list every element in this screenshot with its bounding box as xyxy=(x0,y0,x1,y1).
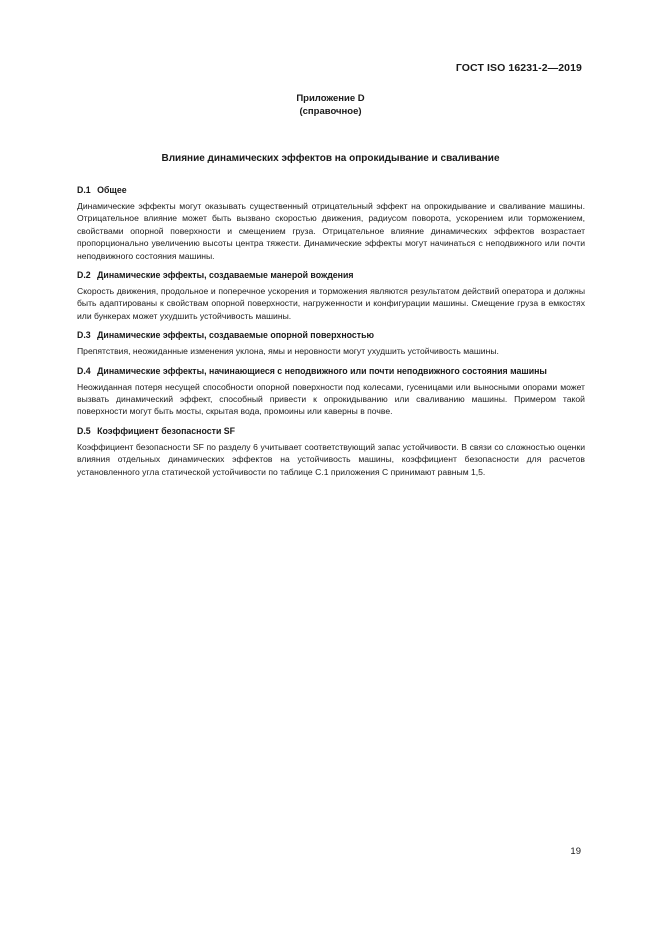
document-body xyxy=(77,184,585,485)
section-number: D.1 xyxy=(77,185,91,195)
paragraph-text: Препятствия, неожиданные изменения уклона, ямы и неровности могут ухудшить устойчивость машины. xyxy=(77,346,499,357)
annex-heading xyxy=(0,92,661,118)
section-d1 xyxy=(77,184,585,262)
section-heading xyxy=(77,269,585,281)
section-title: Общее xyxy=(97,185,127,195)
paragraph-text: Динамические эффекты могут оказывать существенный отрицательный эффект на опрокидывание и сваливание машины. Отрицательное влияние может быть вызвано скоростью движения, радиусом поворота, ускорением или торможением, свойствами опорной поверхности и смещением груза. Отрицательное влияние динамических эффектов возрастает пропорционально увеличению высоты центра тяжести. Динамические эффекты могут начинаться с неподвижного или почти неподвижного состояния машины. xyxy=(77,201,585,261)
annex-title: Приложение D xyxy=(296,93,365,104)
section-number: D.2 xyxy=(77,270,91,281)
section-number: D.3 xyxy=(77,330,91,341)
section-paragraph xyxy=(77,381,585,418)
section-d2 xyxy=(77,269,585,322)
section-title: Динамические эффекты, создаваемые опорной поверхностью xyxy=(97,330,375,341)
section-title: Коэффициент безопасности SF xyxy=(97,425,236,436)
section-heading xyxy=(77,329,585,341)
main-title: Влияние динамических эффектов на опрокидывание и сваливание xyxy=(161,153,500,164)
section-title: Динамические эффекты, создаваемые манерой вождения xyxy=(97,270,354,281)
section-heading xyxy=(77,365,585,377)
paragraph-text: Коэффициент безопасности SF по разделу 6 учитывает соответствующий запас устойчивости. В связи со сложностью оценки влияния отдельных динамических эффектов на устойчивость машины, коэффициент безопасности для расчетов установленного угла статической устойчивости по таблице С.1 приложения С принимают равным 1,5. xyxy=(77,441,585,477)
section-number: D.4 xyxy=(77,365,91,376)
paragraph-text: Неожиданная потеря несущей способности опорной поверхности под колесами, гусеницами или выносными опорами может вызвать динамический эффект, способный привести к опрокидыванию или сваливанию машины. Примером такой поверхности могут быть мосты, скрытая вода, промоины или каверны в почве. xyxy=(77,381,585,417)
section-d5 xyxy=(77,425,585,478)
section-paragraph xyxy=(77,200,585,262)
section-d3 xyxy=(77,329,585,357)
annex-type: (справочное) xyxy=(299,106,362,117)
paragraph-text: Скорость движения, продольное и поперечное ускорения и торможения являются результатом действий оператора и должны быть адаптированы к свойствам опорной поверхности, нагруженности и конфигурации машины. Смещение груза в емкостях или бункерах может ухудшить устойчивость машины. xyxy=(77,286,585,321)
section-d4 xyxy=(77,365,585,418)
section-title: Динамические эффекты, начинающиеся с неподвижного или почти неподвижного состояния машины xyxy=(97,365,547,376)
section-heading xyxy=(77,184,585,196)
section-paragraph xyxy=(77,285,585,322)
section-heading xyxy=(77,425,585,437)
section-number: D.5 xyxy=(77,425,91,436)
section-paragraph xyxy=(77,345,585,357)
section-paragraph xyxy=(77,441,585,478)
standard-header: ГОСТ ISO 16231-2—2019 xyxy=(455,62,582,74)
page-number: 19 xyxy=(570,846,581,857)
